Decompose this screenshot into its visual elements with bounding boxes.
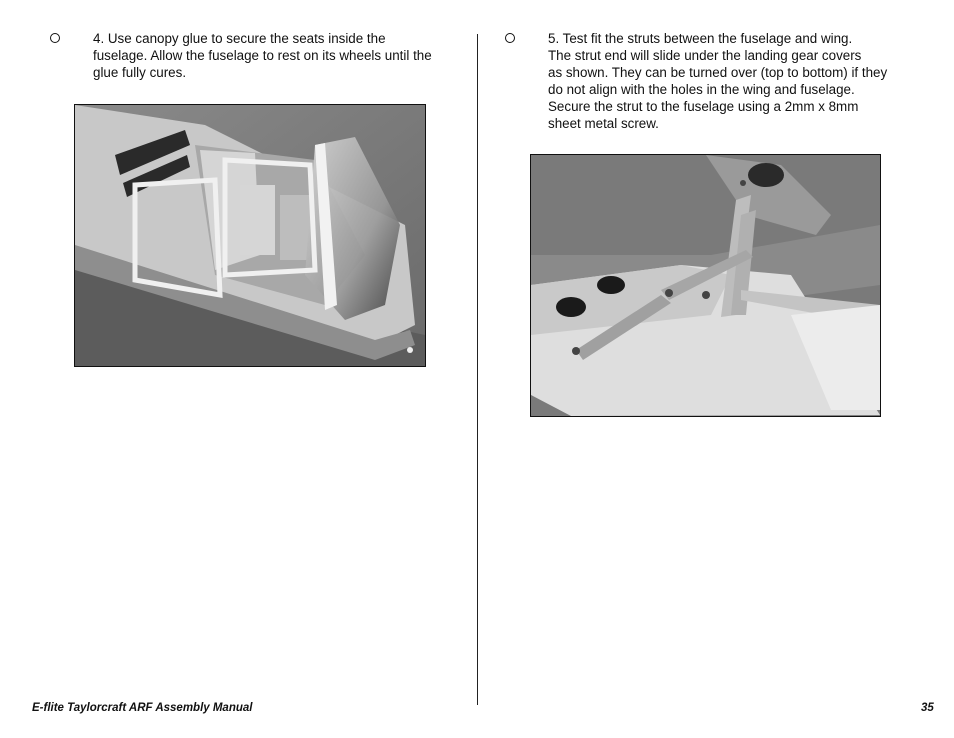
step-line: The strut end will slide under the landing gear covers [548,48,862,63]
wing-strut-photo [530,154,881,417]
checkbox-circle-icon[interactable] [50,33,60,43]
column-divider [477,34,478,705]
fuselage-seats-photo [74,104,426,367]
step-4-text [50,30,450,81]
manual-title: E-flite Taylorcraft ARF Assembly Manual [32,702,253,714]
step-line: do not align with the holes in the wing and fuselage. [548,82,855,97]
step-line: 5. Test fit the struts between the fuselage and wing. [548,31,853,46]
step-line: 4. Use canopy glue to secure the seats inside the [93,31,386,46]
step-5 [505,30,910,132]
step-4 [50,30,450,81]
step-line: glue fully cures. [93,65,187,80]
step-line: fuselage. Allow the fuselage to rest on its wheels until the [93,48,432,63]
step-line: sheet metal screw. [548,116,659,131]
step-line: as shown. They can be turned over (top to bottom) if they [548,65,888,80]
checkbox-circle-icon[interactable] [505,33,515,43]
step-5-text [505,30,910,132]
step-line: Secure the strut to the fuselage using a 2mm x 8mm [548,99,859,114]
page-number: 35 [921,702,934,714]
